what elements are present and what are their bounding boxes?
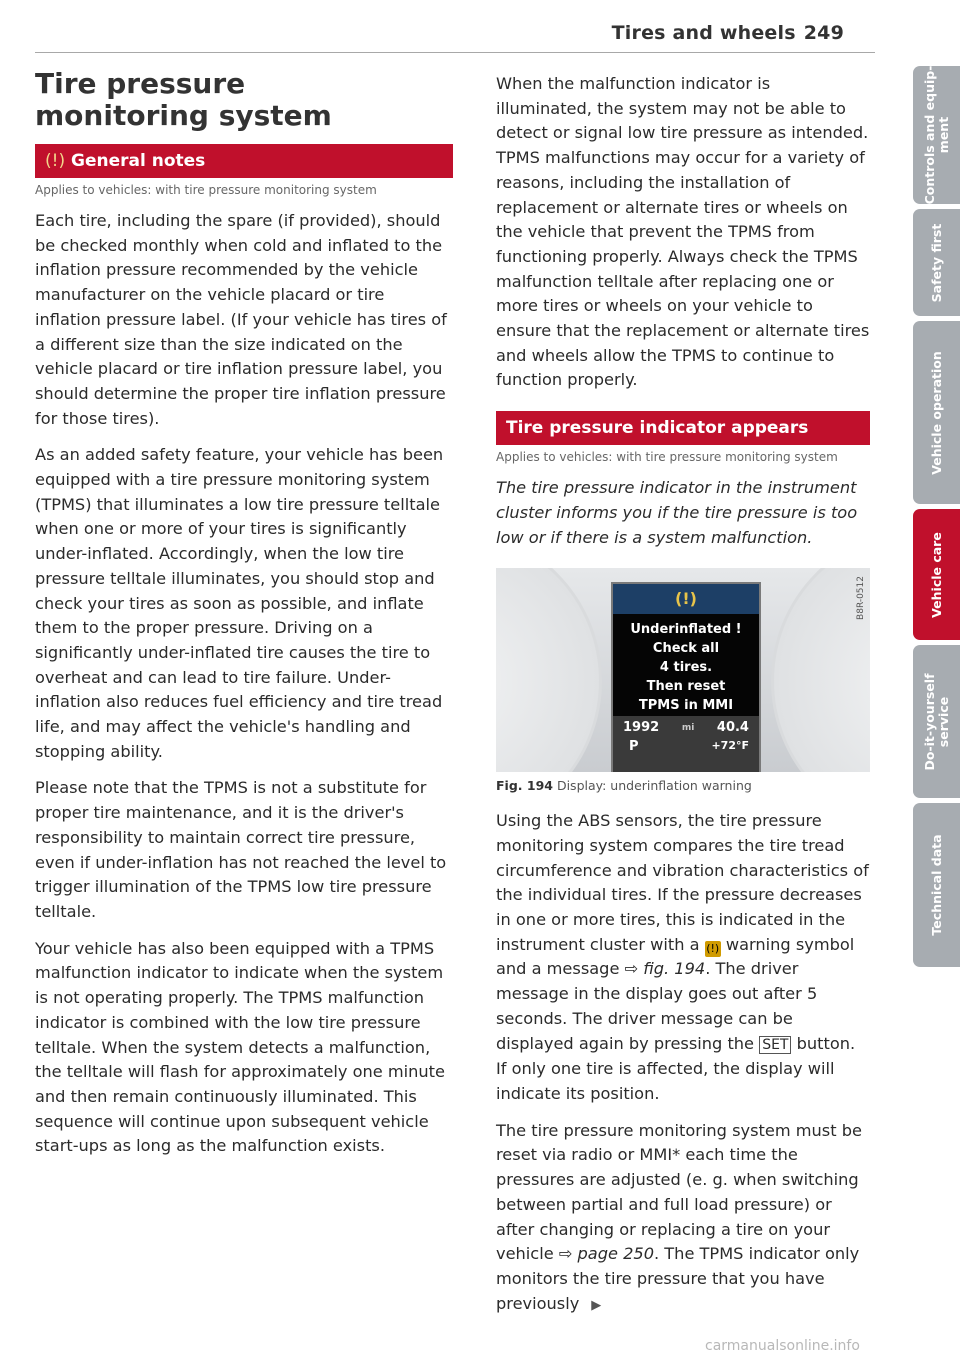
continue-arrow-icon: ▶: [591, 1297, 602, 1313]
section-title: General notes: [71, 151, 206, 171]
page-reference-link[interactable]: ⇨ page 250: [558, 1244, 654, 1264]
paragraph: Your vehicle has also been equipped with a TPMS malfunction indicator to indicate when the system is not operating properly. The TPMS malfunction indicator is combined with the low tire pressure telltale. When the system detects a malfunction, the telltale will flash for approximately one minute and then remain continuously illuminated. This sequence will continue upon subsequent vehicle start-ups as long as the malfunction exists.: [35, 938, 445, 1156]
tab-controls-and-equipment[interactable]: Controls and equip- ment: [913, 66, 960, 204]
section-title: Tire pressure indicator appears: [506, 418, 809, 439]
status-bar: [613, 716, 759, 772]
paragraph: Each tire, including the spare (if provided), should be checked monthly when cold and inflated to the inflation pressure recommended by the vehicle manufacturer on the vehicle placard or tire inflation pressure label. (If your vehicle has tires of a different size than the size indicated on the vehicle placard or tire inflation pressure label, you should determine the proper tire inflation pressure for those tires).: [35, 211, 447, 428]
paragraph: As an added safety feature, your vehicle has been equipped with a tire pressure monitoring system (TPMS) that illuminates a low tire pressure telltale when one or more of your tires is significantly under-inflated. Accordingly, when the low tire pressure telltale illuminates, you should stop and check your tires as soon as possible, and inflate them to the proper pressure. Driving on a significantly under-inflated tire causes the tire to overheat and can lead to tire failure. Under-inflation also reduces fuel efficiency and tire tread life, and may affect the vehicle's handling and stopping ability.: [35, 445, 444, 761]
left-column: [35, 68, 453, 1171]
set-key: SET: [759, 1036, 791, 1054]
tab-do-it-yourself-service[interactable]: Do-it-yourself service: [913, 645, 960, 798]
applies-note: Applies to vehicles: with tire pressure monitoring system: [496, 450, 838, 465]
page-title: Tire pressure monitoring system: [35, 67, 332, 132]
gear-indicator: P: [629, 739, 639, 755]
header-rule: [35, 52, 875, 53]
section-bar-indicator: [496, 411, 870, 445]
paragraph: When the malfunction indicator is illuminated, the system may not be able to detect or signal low tire pressure as intended. TPMS malfunctions may occur for a variety of reasons, including the installation of replacement or alternate tires or wheels on the vehicle that prevent the TPMS from functioning properly. Always check the TPMS malfunction telltale after replacing one or more tires or wheels on your vehicle to ensure that the replacement or alternate tires and wheels allow the TPMS to continue to function properly.: [496, 74, 870, 390]
tpms-icon: (!): [45, 151, 66, 171]
tab-technical-data[interactable]: Technical data: [913, 803, 960, 967]
page-number: 249: [803, 22, 844, 44]
intro-text: The tire pressure indicator in the instrument cluster informs you if the tire pressure is too low or if there is a system malfunction.: [496, 478, 858, 547]
trip-value: 40.4: [716, 720, 749, 736]
right-column: [496, 72, 870, 1330]
tpms-warning-icon: (!): [706, 941, 720, 955]
figure-caption: Fig. 194 Display: underinflation warning: [496, 778, 752, 794]
tab-vehicle-care[interactable]: Vehicle care: [913, 509, 960, 640]
odometer: 1992: [623, 720, 660, 736]
watermark: carmanualsonline.info: [705, 1338, 860, 1354]
warning-message: Underinflated ! Check all 4 tires. Then reset TPMS in MMI: [630, 622, 742, 714]
odometer-unit: mi: [681, 723, 695, 734]
outside-temp: +72°F: [711, 739, 749, 753]
header-title: Tires and wheels: [611, 22, 796, 44]
figure-code: B8R-0512: [856, 576, 866, 621]
figure-cluster-display: [496, 568, 870, 772]
running-header: [612, 22, 844, 44]
left-gauge: [496, 568, 602, 772]
chapter-tabs: [913, 66, 960, 972]
section-bar-general-notes: [35, 144, 453, 178]
driver-info-display: [611, 582, 761, 772]
applies-note: Applies to vehicles: with tire pressure monitoring system: [35, 183, 377, 197]
paragraph: Using the ABS sensors, the tire pressure monitoring system compares the tire tread circumference and vibration characteristics of the individual tires. If the pressure decreases in one or more tires, this is indicated in the instrument cluster with a (!) warning symbol and a message ⇨ fig. 194. The driver message in the display goes out after 5 seconds. The driver message can be displayed again by pressing the SET button. If only one tire is affected, the display will indicate its position.: [496, 811, 869, 1103]
figure-reference-link[interactable]: ⇨ fig. 194: [624, 959, 706, 979]
tab-vehicle-operation[interactable]: Vehicle operation: [913, 321, 960, 504]
tab-safety-first[interactable]: Safety first: [913, 209, 960, 316]
paragraph: Please note that the TPMS is not a substitute for proper tire maintenance, and it is the driver's responsibility to maintain correct tire pressure, even if under-inflation has not reached the level to trigger illumination of the TPMS low tire pressure telltale.: [35, 778, 447, 921]
paragraph: The tire pressure monitoring system must be reset via radio or MMI* each time the pressures are adjusted (e. g. when switching between partial and full load pressure) or after changing or replacing a tire on your vehicle ⇨ page 250. The TPMS indicator only monitors the tire pressure that you have previously ▶: [496, 1120, 862, 1313]
tpms-warning-icon: (!): [613, 584, 759, 614]
